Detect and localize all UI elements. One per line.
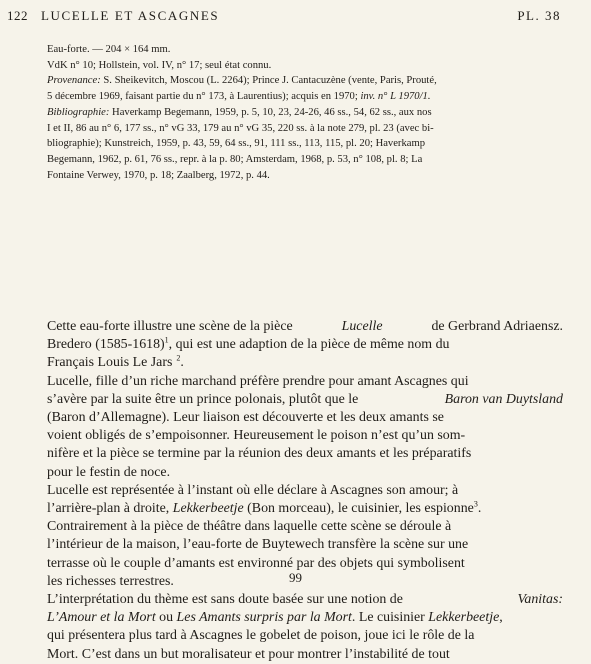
folio-number: 99 [289,570,302,585]
text-line: qui présentera plus tard à Ascagnes le gobelet de poison, joue ici le rôle de la [47,628,475,644]
text-line: l’arrière-plan à droite, Lekkerbeetje (Bon morceau), le cuisinier, les espionne$^3$. [47,499,482,517]
text-line: voient obligés de s’empoisonner. Heureusement le poison n’est qu’un som- [47,428,466,444]
inventory-number: inv. n° L 1970/1. [360,91,431,103]
text-line: nifère et la pièce se termine par la réunion des deux amants et les préparatifs [47,446,472,462]
bibliography-line-5: Fontaine Verwey, 1970, p. 18; Zaalberg, 1972, p. 44. [47,169,270,181]
text-line: Bredero (1585-1618)$^1$, qui est une adaption de la pièce de même nom du [47,335,450,353]
text-line: L’Amour et la Mort ou Les Amants surpris par la Mort. Le cuisinier Lekkerbeetje, [47,610,503,626]
text-line: Lucelle est représentée à l’instant où elle déclare à Ascagnes son amour; à [47,482,459,498]
technique-line: Eau-forte. — 204 × 164 mm. [47,44,171,55]
text-line: terrasse où le couple d’amants est environné par des objets qui symbolisent [47,555,465,571]
plate-number: PL. 38 [517,8,561,23]
bibliography-line-3: bliographie); Kunstreich, 1959, p. 43, 59, 64 ss., 91, 111 ss., 113, 115, pl. 20; Haverkamp [47,138,425,150]
text-line: Mort. C’est dans un but moralisateur et pour montrer l’instabilité de tout [47,646,450,662]
text-line: l’intérieur de la maison, l’eau-forte de Buytewech transfère la scène sur une [47,537,469,553]
text-line: s’avère par la suite être un prince polonais, plutôt que le Baron van Duytsland [47,391,563,407]
provenance-line-1: Provenance: S. Sheikevitch, Moscou (L. 2264); Prince J. Cantacuzène (vente, Paris, Prouté, [47,75,437,87]
text-line: les richesses terrestres. [47,573,174,589]
text-line: Cette eau-forte illustre une scène de la pièce Lucelle de Gerbrand Adriaensz. [47,319,563,334]
footnote-ref: 2 [176,353,181,363]
text-line: pour le festin de noce. [47,464,171,480]
text-line: (Baron d’Allemagne). Leur liaison est découverte et les deux amants se [47,410,444,426]
bibliography-label: Bibliographie: [47,106,110,118]
text-line: Français Louis Le Jars $^2$. [47,353,184,371]
text-line: Contrairement à la pièce de théâtre dans laquelle cette scène se déroule à [47,519,452,535]
page-number: 122 [7,8,28,23]
provenance-label: Provenance: [47,75,101,87]
provenance-line-2: 5 décembre 1969, faisant partie du n° 173, à Laurentius); acquis en 1970; inv. n° L 1970/1. [47,91,431,103]
catalogue-entry [47,42,569,183]
body-text [47,318,563,664]
bibliography-line-1: Bibliographie: Haverkamp Begemann, 1959, p. 5, 10, 23, 24-26, 46 ss., 54, 62 ss., aux nos [47,106,432,118]
references-line: VdK n° 10; Hollstein, vol. IV, n° 17; seul état connu. [47,59,272,71]
text-line: Lucelle, fille d’un riche marchand préfère prendre pour amant Ascagnes qui [47,373,469,389]
bibliography-line-2: I et II, 86 au n° 6, 177 ss., n° vG 33, 179 au n° vG 35, 220 ss. à la note 279, pl. 23 (avec bi- [47,122,434,134]
bibliography-line-4: Begemann, 1962, p. 61, 76 ss., repr. à la p. 80; Amsterdam, 1968, p. 53, n° 108, pl. 8; La [47,153,423,165]
running-title: LUCELLE ET ASCAGNES [41,8,220,23]
running-header [7,8,561,28]
text-line: L’interprétation du thème est sans doute basée sur une notion de Vanitas: [47,592,563,608]
footnote-ref: 3 [473,499,478,509]
footnote-ref: 1 [164,335,169,345]
